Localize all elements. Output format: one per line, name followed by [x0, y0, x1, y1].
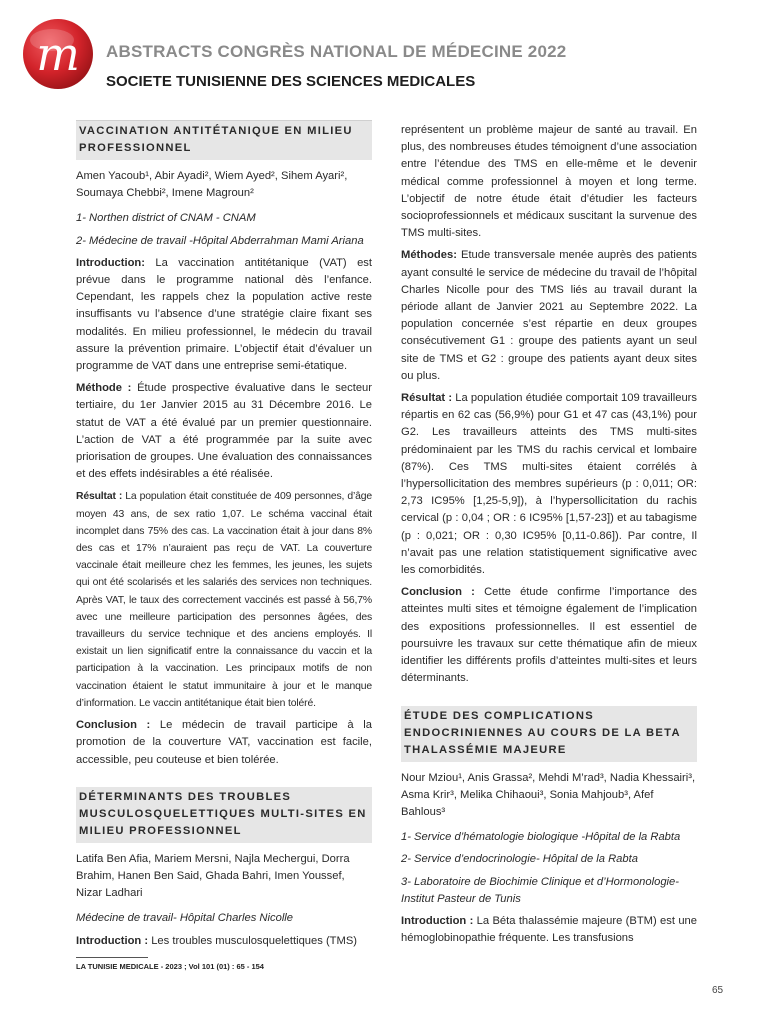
abstract1-authors: Amen Yacoub¹, Abir Ayadi², Wiem Ayed², Sihem Ayari², Soumaya Chebbi², Imene Magroun² [76, 170, 348, 200]
journal-logo [22, 18, 94, 90]
abstract1-title: VACCINATION ANTITÉTANIQUE EN MILIEU PROFESSIONNEL [76, 120, 372, 160]
abstract3-affiliation-3: 3- Laboratoire de Biochimie Clinique et d’Hormonologie- Institut Pasteur de Tunis [401, 875, 679, 905]
abstract2-conclusion: Conclusion : Cette étude confirme l’importance des atteintes multi sites et témoigne également de l’implication des expositions professionnelles. Il est essentiel de poursuivre les travaux sur cette thématique afin de mieux identifier les différents profils d’atteintes multi-sites et leurs déterminants. [401, 586, 697, 685]
footer-citation: LA TUNISIE MEDICALE - 2023 ; Vol 101 (01) : 65 - 154 [76, 962, 264, 971]
abstract2-methodes: Méthodes: Etude transversale menée auprès des patients ayant consulté le service de médecine du travail de l’hôpital Charles Nicolle pour des TMS liés au travail durant la période allant de Janvier 2021 au Septembre 2022. La population concernée s’est répartie en deux groupes consécutivement G1 : groupe des patients ayant un seul site de TMS et G2 : groupe des patients ayant deux sites ou plus. [401, 249, 697, 382]
abstract2-introduction: Introduction : Les troubles musculosquelettiques (TMS) [76, 934, 358, 947]
footer-divider [76, 957, 148, 958]
abstract1-affiliation-1: 1- Northen district of CNAM - CNAM [76, 212, 256, 225]
header-subtitle: SOCIETE TUNISIENNE DES SCIENCES MEDICALES [106, 73, 476, 90]
abstract1-resultat: Résultat : La population était constituée de 409 personnes, d’âge moyen 43 ans, de sex ratio 1,07. Le schéma vaccinal était incomplet dans 75% des cas. La vaccination était à jour dans 8% des cas et 17% n’auraient pas reçu de VAT. La couverture vaccinale était meilleure chez les femmes, les jeunes, les sujets qui ont été scolarisés et les salariés des services non techniques. Après VAT, le taux des correctement vaccinés est passé à 56,7% avec une meilleure participation des personnes âgées, des travailleurs du service technique et des anciens employés. Il existait un lien significatif entre la connaissance du vaccin et la participation à la vaccination. Les principaux motifs de non vaccination étaient le statut immunitaire à jour et le manque d’information. Le vaccin antitétanique était bien toléré. [76, 491, 373, 709]
abstract3-introduction: Introduction : La Béta thalassémie majeure (BTM) est une hémoglobinopathie fréquente. Les transfusions [401, 914, 697, 945]
page-number: 65 [712, 985, 724, 996]
logo-letter: m [36, 27, 80, 81]
header-title: ABSTRACTS CONGRÈS NATIONAL DE MÉDECINE 2022 [106, 42, 567, 61]
abstract2-affiliation: Médecine de travail- Hôpital Charles Nicolle [76, 912, 294, 925]
right-column [401, 122, 697, 952]
abstract1-introduction: Introduction: La vaccination antitétanique (VAT) est prévue dans le programme national dès l’enfance. Cependant, les rappels chez la population active reste insuffisants vu l’absence d’une stratégie claire fixant ses modalités. En milieu professionnel, le médecin du travail assure la prévention primaire. L’objectif était d’évaluer un programme de VAT dans une entreprise semi-étatique. [76, 256, 372, 373]
left-column [76, 120, 372, 955]
abstract1-conclusion: Conclusion : Le médecin de travail participe à la promotion de la couverture VAT, vaccination est facile, accessible, peu couteuse et bien tolérée. [76, 719, 372, 766]
abstract1-methode: Méthode : Étude prospective évaluative dans le secteur tertiaire, du 1er Janvier 2015 au 31 Décembre 2016. Le statut de VAT a été évalué par un premier questionnaire. L’action de VAT a été programmée par la suite avec priorisation de groupes. Une évaluation des connaissances et des effets indésirables a été réalisée. [76, 382, 372, 481]
abstract2-introduction-continued: représentent un problème majeur de santé au travail. En plus, des nombreuses études témoignent d’une association entre l’étendue des TMS en elle-même et le devenir médical comme professionnel à moyen et long terme. L’objectif de notre étude était d’étudier les facteurs socioprofessionnels et médicaux suscitant la survenue des TMS multi-sites. [401, 124, 697, 240]
abstract2-resultat: Résultat : La population étudiée comportait 109 travailleurs répartis en 62 cas (56,9%) pour G1 et 47 cas (43,1%) pour G2. Les travailleurs atteints des TMS multi-sites prédominaient par les TMS du rachis cervical et lombaire (87%). Ces TMS multi-sites étaient corrélés à l’hypersollicitation des membres supérieurs (p : 0,011; OR: 2,73 IC95% [1,25-5,9]), à l’hypersollicitation du rachis cervical (p : 0,04 ; OR : 6 IC95% [1,57-23]) et au tabagisme (p : 0,021; OR : 0,30 IC95% [0,11-0.86]). Par contre, Il n’avait pas une relation statistiquement significative avec les comorbidités. [401, 392, 697, 577]
abstract3-affiliation-2: 2- Service d’endocrinologie- Hôpital de la Rabta [401, 853, 638, 866]
abstract1-affiliation-2: 2- Médecine de travail -Hôpital Abderrahman Mami Ariana [76, 234, 364, 247]
abstract3-authors: Nour Mziou¹, Anis Grassa², Mehdi M’rad³, Nadia Khessairi³, Asma Krir³, Melika Chihaoui³, Sonia Mahjoub³, Afef Bahlous³ [401, 771, 696, 818]
abstract2-authors: Latifa Ben Afia, Mariem Mersni, Najla Mechergui, Dorra Brahim, Hanen Ben Said, Ghada Bahri, Imen Youssef, Nizar Ladhari [76, 852, 350, 900]
abstract3-title: ÉTUDE DES COMPLICATIONS ENDOCRINIENNES AU COURS DE LA BETA THALASSÉMIE MAJEURE [401, 706, 697, 762]
abstract2-title: DÉTERMINANTS DES TROUBLES MUSCULOSQUELETTIQUES MULTI-SITES EN MILIEU PROFESSIONNEL [76, 787, 372, 843]
abstract3-affiliation-1: 1- Service d’hématologie biologique -Hôpital de la Rabta [401, 831, 681, 844]
